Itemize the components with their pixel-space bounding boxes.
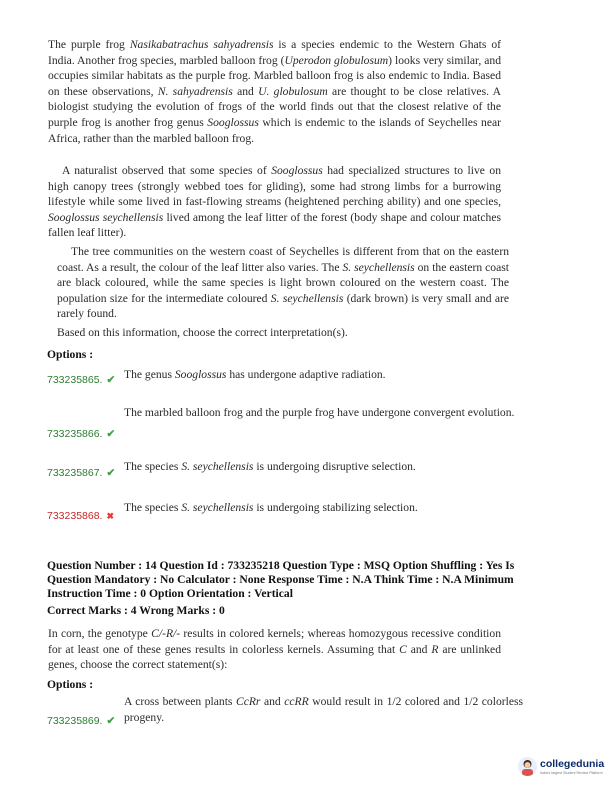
cross-icon: ✖ xyxy=(106,511,115,521)
check-icon: ✔ xyxy=(106,428,116,440)
brand-mascot-icon xyxy=(518,757,537,776)
option-id: 733235868. ✖ xyxy=(47,510,115,522)
option-text: The genus Sooglossus has undergone adaptive radiation. xyxy=(124,368,386,381)
option-id: 733235865. ✔ xyxy=(47,374,116,386)
question-text: In corn, the genotype C/-R/- results in colored kernels; whereas homozygous recessive condition for at least one of these genes results in colorless kernels. Assuming that C and R are unlinked genes, choose the correct statement(s): xyxy=(48,627,501,672)
option-id: 733235867. ✔ xyxy=(47,467,116,479)
passage-paragraph-3: The tree communities on the western coast of Seychelles is different from that on the eastern coast. As a result, the colour of the leaf litter also varies. The S. seychellensis on the eastern coast are black coloured, while the same species is light brown coloured on the western coast. The population size for the intermediate coloured S. seychellensis (dark brown) is very small and are rarely found. xyxy=(57,245,509,321)
options-heading: Options : xyxy=(47,348,94,361)
option-text: The marbled balloon frog and the purple frog have undergone convergent evolution. xyxy=(124,406,515,419)
option-text: The species S. seychellensis is undergoing stabilizing selection. xyxy=(124,501,418,514)
brand-tagline: India's largest Student Review Platform xyxy=(540,771,603,775)
option-text: A cross between plants CcRr and ccRR would result in 1/2 colored and 1/2 colorless progeny. xyxy=(124,695,523,724)
check-icon: ✔ xyxy=(106,467,116,479)
options-heading: Options : xyxy=(47,678,94,691)
question-meta: Question Number : 14 Question Id : 733235218 Question Type : MSQ Option Shuffling : Yes Is Question Mandatory : No Calculator : None Response Time : N.A Think Time : N.A Minimum Instruction Time : 0 Option Orientation : Vertical Correct Marks : 4 Wrong Marks : 0 xyxy=(47,559,515,617)
passage-paragraph-1: The purple frog Nasikabatrachus sahyadrensis is a species endemic to the Western Ghats of India. Another frog species, marbled balloon frog (Uperodon globulosum) looks very similar, and occupies similar habitats as the purple frog. Marbled balloon frog is also endemic to India. Based on these observations, N. sahyadrensis and U. globulosum are thought to be close relatives. A biologist studying the evolution of frogs of the world finds out that the closest relative of the purple frog is another frog genus Sooglossus which is endemic to the islands of Seychelles near Africa, rather than the marbled balloon frog. xyxy=(48,38,502,145)
brand-name: collegedunia xyxy=(540,758,605,770)
option-id: 733235869. ✔ xyxy=(47,715,116,727)
passage-question-prompt: Based on this information, choose the correct interpretation(s). xyxy=(57,326,348,339)
brand-logo[interactable] xyxy=(518,755,606,785)
passage-paragraph-2: A naturalist observed that some species of Sooglossus had specialized structures to live on high canopy trees (strongly webbed toes for gliding), some had strong limbs for a burrowing lifestyle while some lived in fast-flowing streams (heightened perching ability) and one species, Sooglossus seychellensis lived among the leaf litter of the forest (body shape and colour matches fallen leaf litter). xyxy=(48,164,502,240)
option-id: 733235866. ✔ xyxy=(47,428,116,440)
option-text: The species S. seychellensis is undergoing disruptive selection. xyxy=(124,460,416,473)
check-icon: ✔ xyxy=(106,374,116,386)
check-icon: ✔ xyxy=(106,715,116,727)
